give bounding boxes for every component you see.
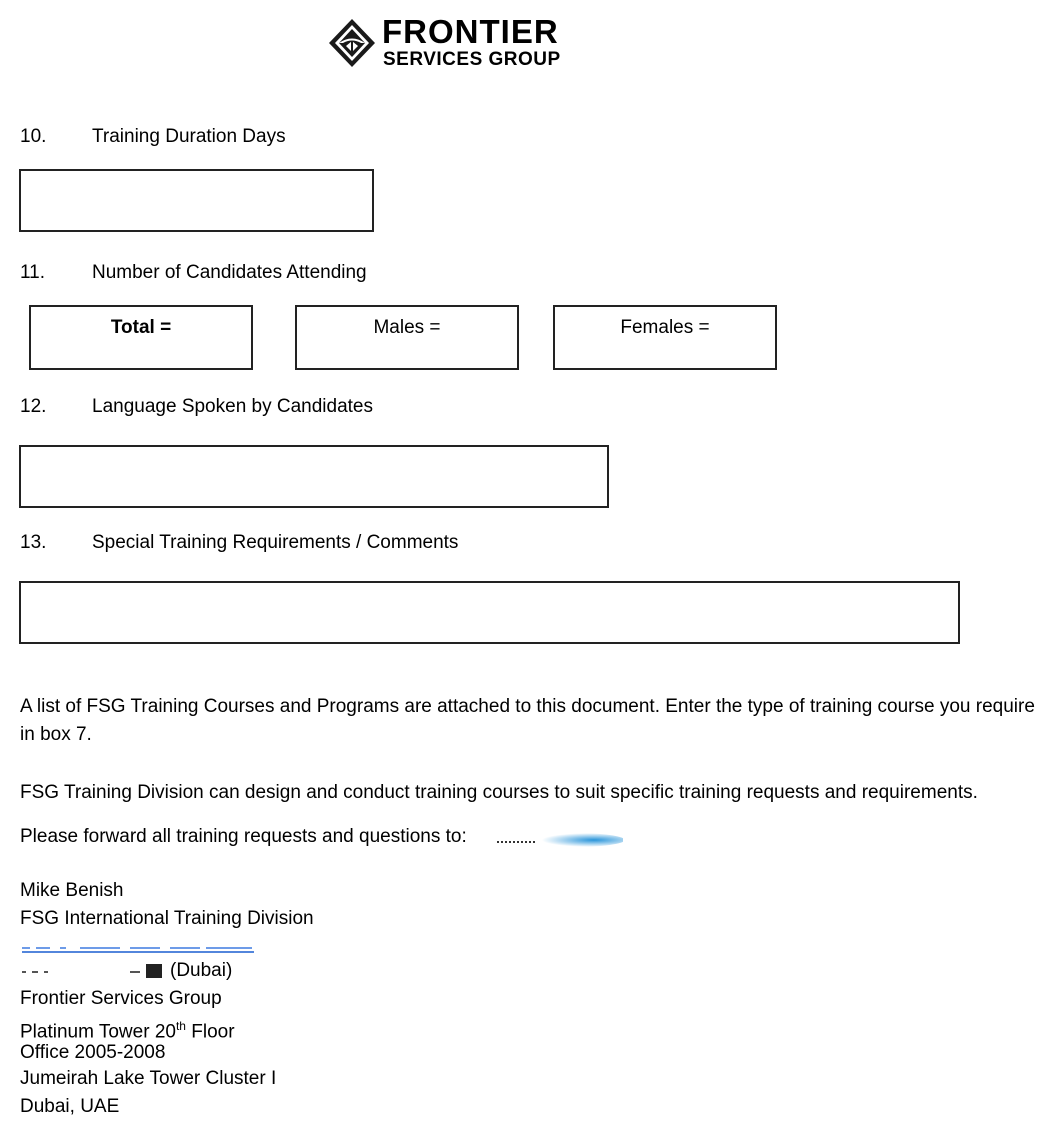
- language-field[interactable]: [19, 445, 609, 508]
- courses-attached-paragraph: A list of FSG Training Courses and Programs are attached to this document. Enter the type of training course you require in box 7.: [20, 696, 1035, 745]
- question-13-number: 13.: [20, 532, 47, 553]
- total-label: Total =: [110, 317, 172, 338]
- total-candidates-field[interactable]: [29, 305, 253, 370]
- training-duration-field[interactable]: [19, 169, 374, 232]
- question-13-label: Special Training Requirements / Comments: [92, 532, 459, 553]
- logo-wordmark-line1: FRONTIER: [382, 13, 559, 50]
- females-label: Females =: [620, 317, 710, 338]
- question-11-number: 11.: [20, 262, 46, 283]
- question-10-number: 10.: [20, 126, 47, 147]
- logo-wordmark-line2: SERVICES GROUP: [383, 49, 561, 70]
- contact-address-line2: Office 2005-2008: [20, 1042, 166, 1063]
- contact-company: Frontier Services Group: [20, 988, 222, 1009]
- diamond-emblem-icon: [328, 18, 376, 68]
- question-12-label: Language Spoken by Candidates: [92, 396, 374, 417]
- female-candidates-field[interactable]: [553, 305, 777, 370]
- redacted-email-smudge: [493, 828, 623, 850]
- male-candidates-field[interactable]: [295, 305, 519, 370]
- contact-division: FSG International Training Division: [20, 908, 314, 929]
- males-label: Males =: [373, 317, 441, 338]
- address-line1-end: Floor: [185, 1021, 235, 1043]
- address-line1-text: Platinum Tower 20: [20, 1021, 176, 1043]
- training-division-paragraph: FSG Training Division can design and conduct training courses to suit specific training requests and requirements.: [20, 782, 978, 803]
- question-11-label: Number of Candidates Attending: [92, 262, 367, 283]
- contact-address-line3: Jumeirah Lake Tower Cluster I: [20, 1068, 277, 1089]
- forward-requests-paragraph: Please forward all training requests and questions to:: [20, 826, 467, 847]
- question-10-label: Training Duration Days: [92, 126, 286, 147]
- address-line1-sup: th: [175, 1019, 186, 1033]
- redacted-phone-number: [20, 960, 168, 982]
- question-12-number: 12.: [20, 396, 47, 417]
- redacted-email-link[interactable]: [20, 932, 256, 954]
- contact-phone-location: (Dubai): [170, 960, 233, 981]
- contact-phone: [20, 958, 232, 984]
- contact-address-line4: Dubai, UAE: [20, 1096, 120, 1117]
- company-logo: [328, 14, 573, 74]
- special-requirements-field[interactable]: [19, 581, 960, 644]
- contact-name: Mike Benish: [20, 880, 124, 901]
